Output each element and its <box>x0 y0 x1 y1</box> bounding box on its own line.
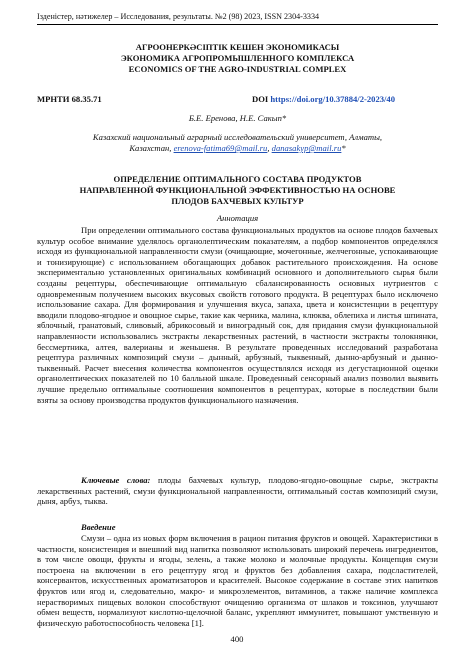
title-line-1: ОПРЕДЕЛЕНИЕ ОПТИМАЛЬНОГО СОСТАВА ПРОДУКТОВ <box>113 174 362 184</box>
authors: Б.Е. Еренова, Н.Е. Сакып* <box>188 113 287 123</box>
section-title-ru: ЭКОНОМИКА АГРОПРОМЫШЛЕННОГО КОМПЛЕКСА <box>120 53 355 63</box>
annotation-heading: Аннотация <box>216 213 259 223</box>
section-title-en: ECONOMICS OF THE AGRO-INDUSTRIAL COMPLEX <box>128 64 347 74</box>
doi <box>252 94 395 105</box>
running-header: Ізденістер, нәтижелер – Исследования, результаты. №2 (98) 2023, ISSN 2304-3334 <box>37 12 320 21</box>
keywords-paragraph <box>37 475 438 507</box>
page-number: 400 <box>230 634 244 644</box>
corresponding-mark: * <box>341 143 346 153</box>
header-divider <box>37 24 438 25</box>
metadata-row <box>37 94 438 105</box>
article-title <box>37 174 438 207</box>
mrnti-code: МРНТИ 68.35.71 <box>37 94 102 104</box>
introduction-heading: Введение <box>81 522 116 532</box>
introduction <box>37 533 438 628</box>
title-line-2: НАПРАВЛЕННОЙ ФУНКЦИОНАЛЬНОЙ ЭФФЕКТИВНОСТЬЮ НА ОСНОВЕ <box>79 185 396 195</box>
email-link-1[interactable]: erenova-fatima69@mail.ru <box>173 143 268 153</box>
abstract-paragraph: При определении оптимального состава функциональных продуктов на основе плодов бахчевых культур особое внимание уделялось органолептическим показателям, а подбор компонентов определялся исходя из функциональной направленности смузи (очищающие, мочегонные, желчегонные, успокаивающие и тонизирующие) с использованием обогащающих добавок растительного происхождения. На основе экспериментально установленных оригинальных комбинаций основного и дополнительного сырья были созданы рецептуры, обеспечивающие оптимальную сбалансированность основных нутриентов с одновременным получением высоких вкусовых свойств готового продукта. В рецептурах было исключено использование сахара. Для формирования и улучшения вкуса, запаха, цвета и консистенции в рецептуру вводили плодово-ягодное и овощное сырье, такие как черника, малина, клюква, облепиха и листья шпината, яблочный, гранатовый, сливовый, абрикосовый и виноградный сок, для придания смузи функциональной направленности использовались экстракты лекарственных растений, в частности экстракты толокнянки, бессмертника, алтея, валерианы и женьшеня. В результате проведенных исследований разработана рецептура различных композиций смузи – дынный, арбузный, тыквенный, дынно-арбузный и дынно-тыквенный. Расчет внесения количества компонентов осуществлялся исходя из дегустационной оценки органолептических показателей по 10 балльной шкале. Проведенный сенсорный анализ позволил выявить лучшие предельно оптимальные соотношения компонентов в рецептурах, которые в последствии были взяты за основу производства продуктов функционального назначения. <box>37 225 438 405</box>
title-line-3: ПЛОДОВ БАХЧЕВЫХ КУЛЬТУР <box>171 196 304 206</box>
affiliation-institution: Казахский национальный аграрный исследовательский университет, Алматы, <box>92 132 383 142</box>
affiliation <box>37 132 438 154</box>
keywords <box>37 475 438 507</box>
keywords-label: Ключевые слова: <box>81 475 151 485</box>
introduction-paragraph: Смузи – одна из новых форм включения в рацион питания фруктов и овощей. Характеристики в частности, консистенция и внешний вид напитка позволяют использовать широкий перечень ингредиентов, в том числе овощи, фрукты и ягоды, зелень, а также молоко и молочные продукты. Концепция смузи построена на включении в его рецептуру ягод и фруктов без добавления сахара, подсластителей, консервантов, искусственных ароматизаторов и красителей. Высокое содержание в составе этих напитков фруктов или ягод и, следовательно, макро- и микроэлементов, витаминов, а также наличие комплекса нерастворимых пищевых волокон способствуют очищению организма от шлаков и токсинов, улучшают обмен веществ, нормализуют кислотно-щелочной баланс, укрепляют иммунитет, повышают умственную и физическую работоспособность человека [1]. <box>37 533 438 628</box>
section-title-kz: АГРООНЕРКӘСІПТІК КЕШЕН ЭКОНОМИКАСЫ <box>135 42 340 52</box>
section-heading <box>37 42 438 75</box>
keywords-text: плоды бахчевых культур, плодово-ягодно-овощные сырье, экстракты лекарственных растений, смузи функциональной направленности, оптимальный состав композиций смузи, дыня, арбуз, тыква. <box>37 475 438 507</box>
abstract <box>37 225 438 405</box>
affiliation-contacts <box>37 143 438 154</box>
doi-link[interactable]: https://doi.org/10.37884/2-2023/40 <box>270 94 396 104</box>
email-separator: , <box>267 143 272 153</box>
affiliation-country: Казахстан, <box>129 143 174 153</box>
doi-label: DOI <box>252 94 269 104</box>
email-link-2[interactable]: danasakyp@mail.ru <box>271 143 342 153</box>
